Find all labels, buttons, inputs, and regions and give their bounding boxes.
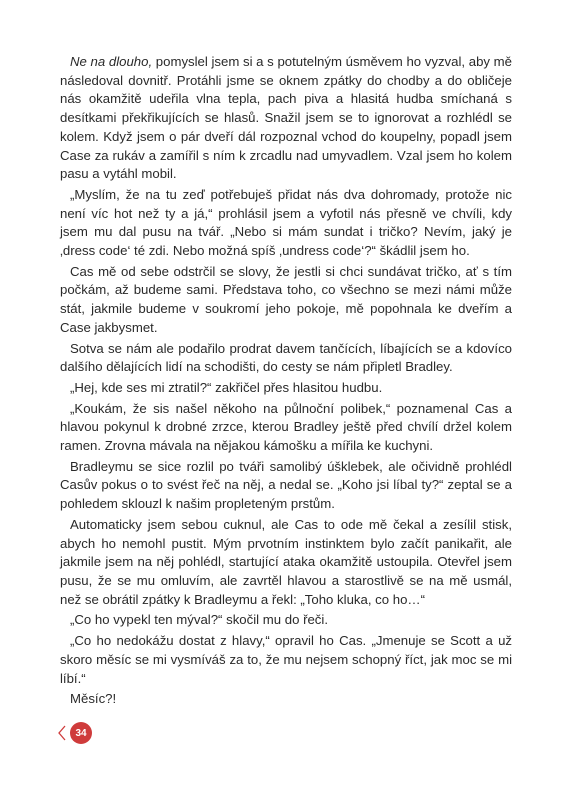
page-number: 34 — [70, 722, 92, 744]
paragraph-4: Sotva se nám ale podařilo prodrat davem tančících, líbajících se a kdovíco dalšího dělajících lidí na schodišti, do cesty se nám připletl Bradley. — [60, 340, 512, 375]
body-text — [60, 53, 512, 711]
paragraph-10: „Co ho nedokážu dostat z hlavy,“ opravil ho Cas. „Jmenuje se Scott a už skoro měsíc se mi vysmíváš za to, že mu nejsem schopný říct, jak moc se mi líbí.“ — [60, 633, 512, 686]
paragraph-9: „Co ho vypekl ten mýval?“ skočil mu do řeči. — [70, 612, 328, 628]
paragraph-1-italic-lead: Ne na dlouho, — [70, 54, 153, 69]
chevron-left-icon — [56, 723, 68, 743]
paragraph-7: Bradleymu se sice rozlil po tváři samolibý úšklebek, ale očividně prohlédl Casův pokus o to svést řeč na něj, a nedal se. „Koho jsi líbal ty?“ zeptal se a pohledem sklouzl k našim propleteným prstům. — [60, 458, 512, 512]
paragraph-5: „Hej, kde ses mi ztratil?“ zakřičel přes hlasitou hudbu. — [70, 379, 383, 395]
paragraph-6: „Koukám, že sis našel někoho na půlnoční polibek,“ poznamenal Cas a hlavou pokynul k drobné zrzce, kterou Bradley ještě před chvílí držel kolem ramen. Zrovna mávala na nějakou kámošku a mířila ke kuchyni. — [60, 400, 512, 454]
paragraph-1 — [60, 53, 512, 184]
paragraph-1-text: pomyslel jsem si a s potutelným úsměvem ho vyzval, aby mě následoval dovnitř. Protáhli jsme se oknem zpátky do chodby a do obličeje nás okamžitě udeřila vlna tepla, pach piva a hlasitá hudba smíchaná s desítkami překřikujících se hlasů. Snažil jsem se to ignorovat a rozhlédl se kolem. Když jsem o pár dveří dál rozpoznal vchod do koupelny, popadl jsem Case za rukáv a zamířil s ním k zrcadlu nad umyvadlem. Vzal jsem ho kolem pasu a vytáhl mobil. — [60, 54, 512, 182]
paragraph-8: Automaticky jsem sebou cuknul, ale Cas to ode mě čekal a zesílil stisk, abych ho nemohl pustit. Mým prvotním instinktem bylo začít panikařit, ale jakmile jsem na něj pohlédl, startující ataka okamžitě ustoupila. Otevřel jsem pusu, že se mu omluvím, ale zavrtěl hlavou a starostlivě se na mě usmál, než se obrátil zpátky k Bradleymu a řekl: „Toho kluka, co ho…“ — [60, 516, 512, 607]
paragraph-3: Cas mě od sebe odstrčil se slovy, že jestli si chci sundávat tričko, ať s tím počkám, až budeme sami. Představa toho, co všechno se mezi námi může stát, jakmile budeme v soukromí jeho pokoje, mě popohnala ke dveřím a Case jakbysmet. — [60, 263, 512, 335]
page-footer — [56, 722, 92, 744]
paragraph-2: „Myslím, že na tu zeď potřebuješ přidat nás dva dohromady, protože nic není víc hot než ty a já,“ prohlásil jsem a vyfotil nás přesně ve chvíli, kdy jsem mu dal pusu na tvář. „Nebo si mám sundat i tričko? Nevím, jaký je ‚dress code‘ té zdi. Nebo možná spíš ‚undress code‘?“ škádlil jsem ho. — [60, 186, 512, 259]
paragraph-11: Měsíc?! — [70, 691, 117, 707]
